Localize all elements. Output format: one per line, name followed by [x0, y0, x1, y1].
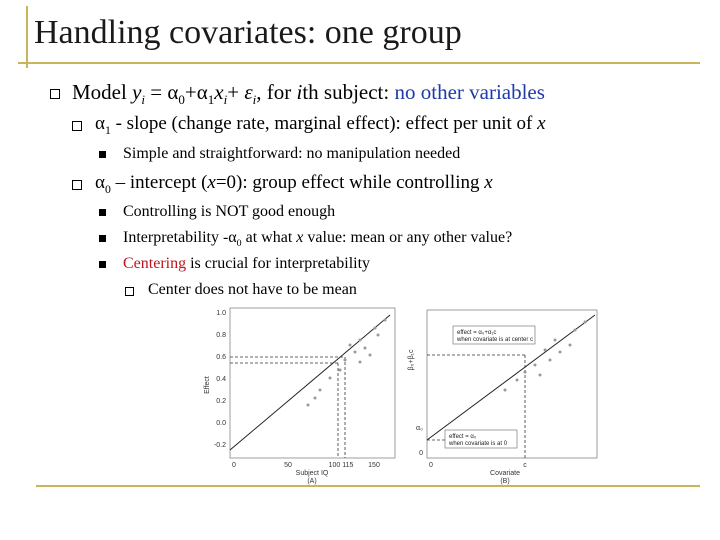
hollow-square-bullet-icon	[72, 121, 82, 131]
filled-square-bullet-icon	[99, 209, 106, 216]
title-underline	[18, 62, 700, 64]
y-tick-label: 0	[419, 450, 423, 457]
x-tick-label: 150	[368, 462, 380, 469]
y-tick-label: -0.2	[213, 442, 226, 449]
annotation-text: effect = α₀+α₁c	[457, 330, 497, 336]
no-other-variables-highlight: no other variables	[394, 80, 545, 104]
alpha1-line: $\alpha_1$ - slope (change rate, marginal effect): effect per unit of x	[95, 113, 546, 137]
y-tick-label: 1.0	[216, 310, 226, 317]
y-tick-label: 0.0	[216, 420, 226, 427]
figure-a-effect-vs-iq	[200, 300, 405, 485]
x-tick-label: 50	[284, 462, 292, 469]
x-tick-label: 0	[232, 462, 236, 469]
alpha0-line: $\alpha_0$ – intercept (x=0): group effect while controlling x	[95, 172, 493, 196]
filled-square-bullet-icon	[99, 151, 106, 158]
y-tick-label: 0.4	[216, 376, 226, 383]
model-line: Model $y_i = \alpha_0+\alpha_1x_i+ \varepsilon_i$, for ith subject: no other variables	[72, 80, 545, 108]
annotation-text: when covariate is at center c	[457, 337, 534, 343]
figure-caption: (A)	[307, 478, 317, 485]
hollow-square-bullet-icon	[50, 89, 60, 99]
hollow-square-bullet-icon	[125, 287, 134, 296]
x-tick-label: c	[523, 462, 527, 469]
title-accent-vertical	[26, 6, 28, 68]
y-tick-label: 0.2	[216, 398, 226, 405]
filled-square-bullet-icon	[99, 235, 106, 242]
y-axis-label: Effect	[204, 376, 211, 394]
y-tick-label: 0.6	[216, 354, 226, 361]
x-axis-label: Subject IQ	[295, 470, 329, 477]
centering-highlight: Centering	[123, 255, 187, 272]
alpha1-subpoint: Simple and straightforward: no manipulation needed	[123, 145, 461, 162]
centering-bullet: Centering is crucial for interpretability	[123, 255, 371, 272]
y-axis-label: β₀+β₁c	[408, 349, 415, 371]
annotation-text: when covariate is at 0	[449, 441, 508, 447]
figure-caption: (B)	[500, 478, 510, 485]
x-axis-label: Covariate	[490, 470, 520, 477]
interpretability-bullet: Interpretability $-\alpha_0$ at what x value: mean or any other value?	[123, 229, 513, 250]
controlling-bullet: Controlling is NOT good enough	[123, 203, 336, 220]
figure-b-centered-covariate	[405, 300, 605, 485]
hollow-square-bullet-icon	[72, 180, 82, 190]
footer-rule	[36, 485, 700, 487]
y-tick-label: α₀	[416, 425, 423, 432]
plot-frame	[230, 308, 395, 458]
slide-title: Handling covariates: one group	[34, 14, 462, 51]
center-not-mean-bullet: Center does not have to be mean	[148, 281, 357, 298]
annotation-text: effect = α₀	[449, 434, 477, 440]
filled-square-bullet-icon	[99, 261, 106, 268]
y-tick-label: 0.8	[216, 332, 226, 339]
x-tick-label: 100 115	[328, 462, 354, 469]
x-tick-label: 0	[429, 462, 433, 469]
